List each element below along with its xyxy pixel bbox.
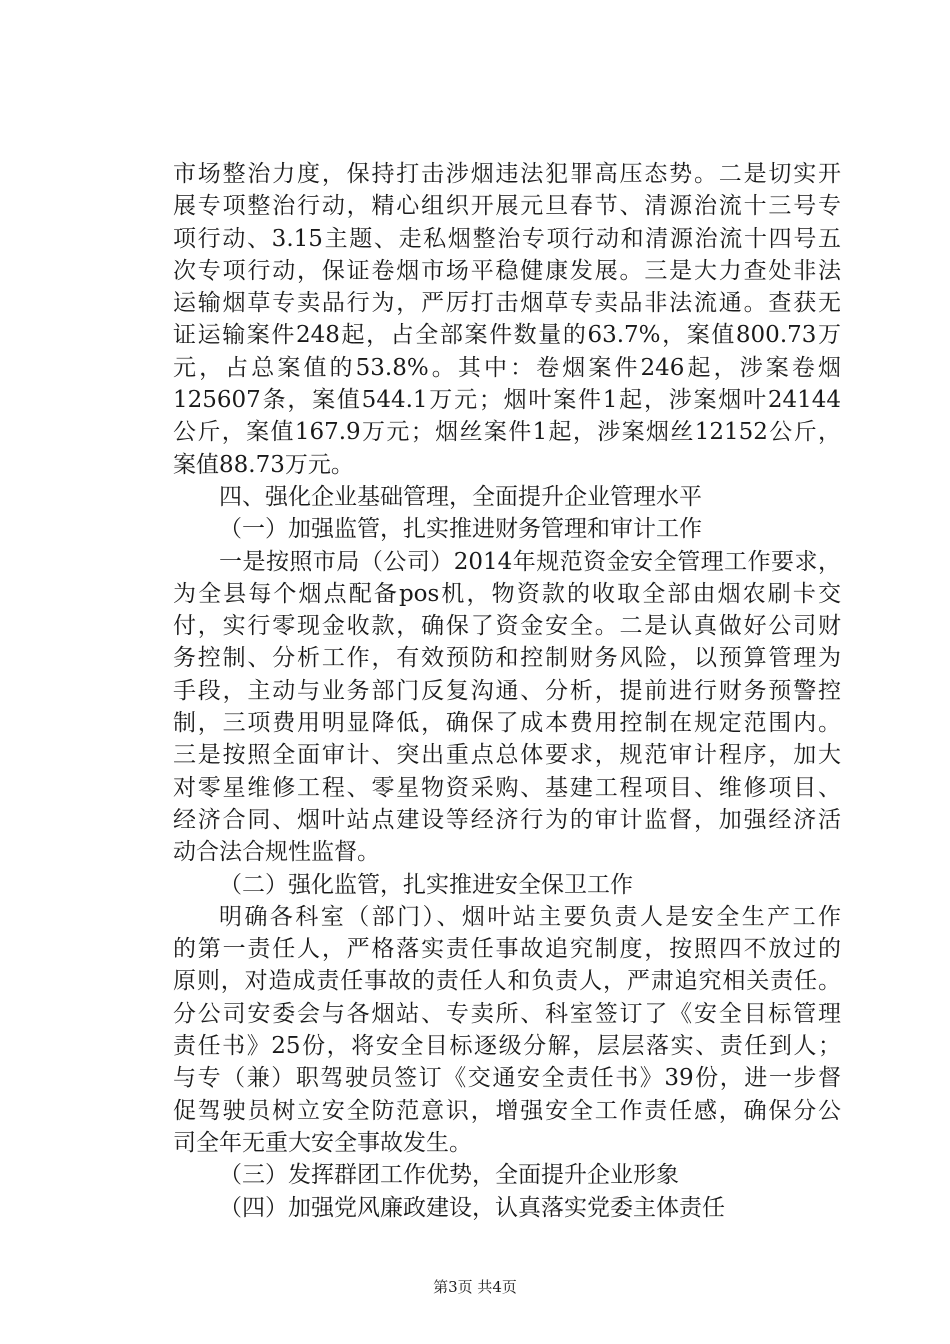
- paragraph-line: 手段，主动与业务部门反复沟通、分析，提前进行财务预警控: [173, 677, 841, 704]
- paragraph-line: 经济合同、烟叶站点建设等经济行为的审计监督，加强经济活: [173, 806, 841, 833]
- paragraph-line-last: 司全年无重大安全事故发生。: [173, 1129, 472, 1156]
- paragraph-line: 项行动、3.15主题、走私烟整治专项行动和清源治流十四号五: [173, 225, 841, 252]
- document-body: [173, 158, 841, 1224]
- paragraph-line: 与专（兼）职驾驶员签订《交通安全责任书》39份，进一步督: [173, 1065, 841, 1092]
- paragraph-line: 制，三项费用明显降低，确保了成本费用控制在规定范围内。: [173, 710, 841, 737]
- paragraph-line: 三是按照全面审计、突出重点总体要求，规范审计程序，加大: [173, 742, 841, 769]
- paragraph-line: 展专项整治行动，精心组织开展元旦春节、清源治流十三号专: [173, 193, 841, 220]
- paragraph-line: 对零星维修工程、零星物资采购、基建工程项目、维修项目、: [173, 774, 841, 801]
- paragraph-line: 务控制、分析工作，有效预防和控制财务风险，以预算管理为: [173, 645, 841, 672]
- subsection-heading: （三）发挥群团工作优势，全面提升企业形象: [219, 1162, 679, 1189]
- paragraph-line: 分公司安委会与各烟站、专卖所、科室签订了《安全目标管理: [173, 1000, 841, 1027]
- paragraph-line: 证运输案件248起，占全部案件数量的63.7%，案值800.73万: [173, 322, 841, 349]
- paragraph-line: 明确各科室（部门）、烟叶站主要负责人是安全生产工作: [219, 903, 841, 930]
- paragraph-line: 付，实行零现金收款，确保了资金安全。二是认真做好公司财: [173, 613, 841, 640]
- paragraph-line-last: 动合法合规性监督。: [173, 839, 380, 866]
- paragraph-line: 的第一责任人，严格落实责任事故追究制度，按照四不放过的: [173, 936, 841, 963]
- paragraph-line: 促驾驶员树立安全防范意识，增强安全工作责任感，确保分公: [173, 1097, 841, 1124]
- paragraph-line-last: 案值88.73万元。: [173, 451, 354, 478]
- subsection-heading: （二）强化监管，扎实推进安全保卫工作: [219, 871, 633, 898]
- paragraph-line: 为全县每个烟点配备pos机，物资款的收取全部由烟农刷卡交: [173, 580, 841, 607]
- paragraph-line: 市场整治力度，保持打击涉烟违法犯罪高压态势。二是切实开: [173, 161, 841, 187]
- paragraph-line: 次专项行动，保证卷烟市场平稳健康发展。三是大力查处非法: [173, 257, 841, 284]
- subsection-heading: （四）加强党风廉政建设，认真落实党委主体责任: [219, 1194, 725, 1221]
- paragraph-line: 原则，对造成责任事故的责任人和负责人，严肃追究相关责任。: [173, 968, 841, 995]
- paragraph-line: 运输烟草专卖品行为，严厉打击烟草专卖品非法流通。查获无: [173, 290, 841, 317]
- section-heading: 四、强化企业基础管理，全面提升企业管理水平: [219, 483, 702, 510]
- paragraph-line: 公斤，案值167.9万元；烟丝案件1起，涉案烟丝12152公斤，: [173, 419, 841, 446]
- subsection-heading: （一）加强监管，扎实推进财务管理和审计工作: [219, 516, 702, 543]
- paragraph-line: 责任书》25份，将安全目标逐级分解，层层落实、责任到人；: [173, 1033, 841, 1060]
- paragraph-line: 一是按照市局（公司）2014年规范资金安全管理工作要求，: [219, 548, 841, 575]
- page-number-footer: 第3页 共4页: [433, 1278, 517, 1296]
- paragraph-line: 125607条，案值544.1万元；烟叶案件1起，涉案烟叶24144: [173, 387, 841, 414]
- paragraph-line: 元，占总案值的53.8%。其中：卷烟案件246起，涉案卷烟: [173, 354, 841, 381]
